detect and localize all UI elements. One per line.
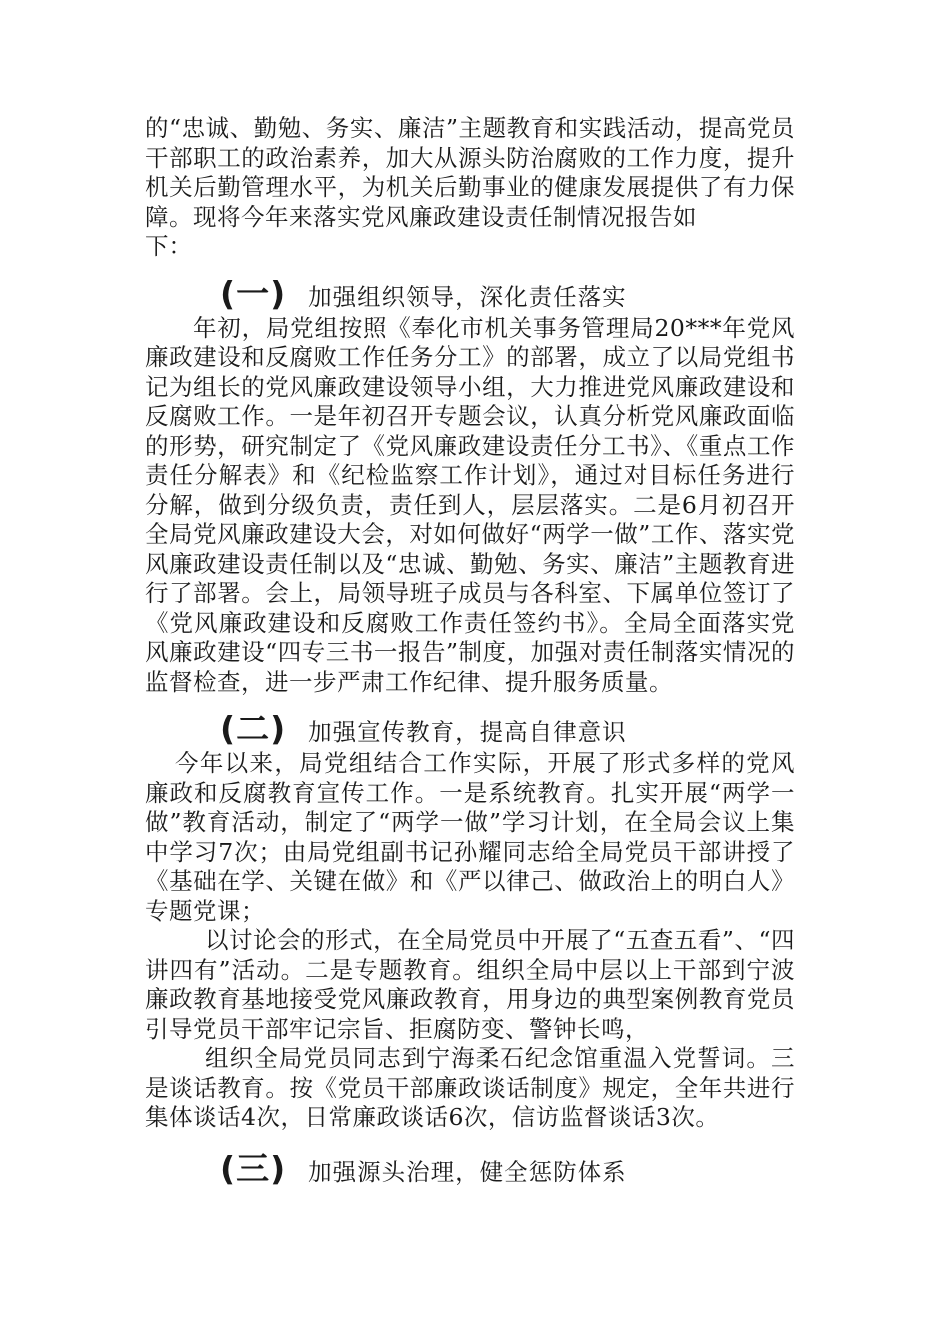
section-2-paragraph-1: 今年以来，局党组结合工作实际，开展了形式多样的党风廉政和反腐教育宣传工作。一是系统教育。扎实开展“两学一做”教育活动，制定了“两学一做”学习计划，在全局会议上集中学习7次；由局党组副书记孙耀同志给全局党员干部讲授了《基础在学、关键在做》和《严以律己、做政治上的明白人》专题党课； — [145, 749, 795, 925]
section-2-number: (二) — [220, 709, 287, 748]
section-2-paragraph-2: 以讨论会的形式，在全局党员中开展了“五查五看”、“四讲四有”活动。二是专题教育。组织全局中层以上干部到宁波廉政教育基地接受党风廉政教育，用身边的典型案例教育党员引导党员干部牢记宗旨、拒腐防变、警钟长鸣， — [145, 926, 795, 1043]
section-1-heading — [220, 268, 795, 312]
intro-paragraph: 的“忠诚、勤勉、务实、廉洁”主题教育和实践活动，提高党员干部职工的政治素养，加大从源头防治腐败的工作力度，提升机关后勤管理水平，为机关后勤事业的健康发展提供了有力保障。现将今年来落实党风廉政建设责任制情况报告如 — [145, 114, 795, 231]
intro-paragraph-tail: 下： — [145, 232, 192, 260]
section-3-heading — [220, 1143, 795, 1187]
section-2-paragraph-3: 组织全局党员同志到宁海柔石纪念馆重温入党誓词。三是谈话教育。按《党员干部廉政谈话制度》规定，全年共进行集体谈话4次，日常廉政谈话6次，信访监督谈话3次。 — [145, 1044, 795, 1131]
document-page — [145, 114, 795, 1189]
section-1-title: 加强组织领导，深化责任落实 — [308, 282, 627, 311]
section-1-number: (一) — [220, 273, 287, 313]
section-2-title: 加强宣传教育，提高自律意识 — [308, 718, 627, 746]
section-1-paragraph-1: 年初，局党组按照《奉化市机关事务管理局20***年党风廉政建设和反腐败工作任务分工》的部署，成立了以局党组书记为组长的党风廉政建设领导小组，大力推进党风廉政建设和反腐败工作。一是年初召开专题会议，认真分析党风廉政面临的形势，研究制定了《党风廉政建设责任分工书》、《重点工作责任分解表》和《纪检监察工作计划》，通过对目标任务进行分解，做到分级负责，责任到人，层层落实。二是6月初召开全局党风廉政建设大会，对如何做好“两学一做”工作、落实党风廉政建设责任制以及“忠诚、勤勉、务实、廉洁”主题教育进行了部署。会上，局领导班子成员与各科室、下属单位签订了《党风廉政建设和反腐败工作责任签约书》。全局全面落实党风廉政建设“四专三书一报告”制度，加强对责任制落实情况的监督检查，进一步严肃工作纪律、提升服务质量。 — [145, 313, 795, 696]
section-3-title: 加强源头治理，健全惩防体系 — [308, 1157, 627, 1186]
section-2-heading — [220, 703, 795, 747]
section-3-number: (三) — [220, 1148, 287, 1188]
